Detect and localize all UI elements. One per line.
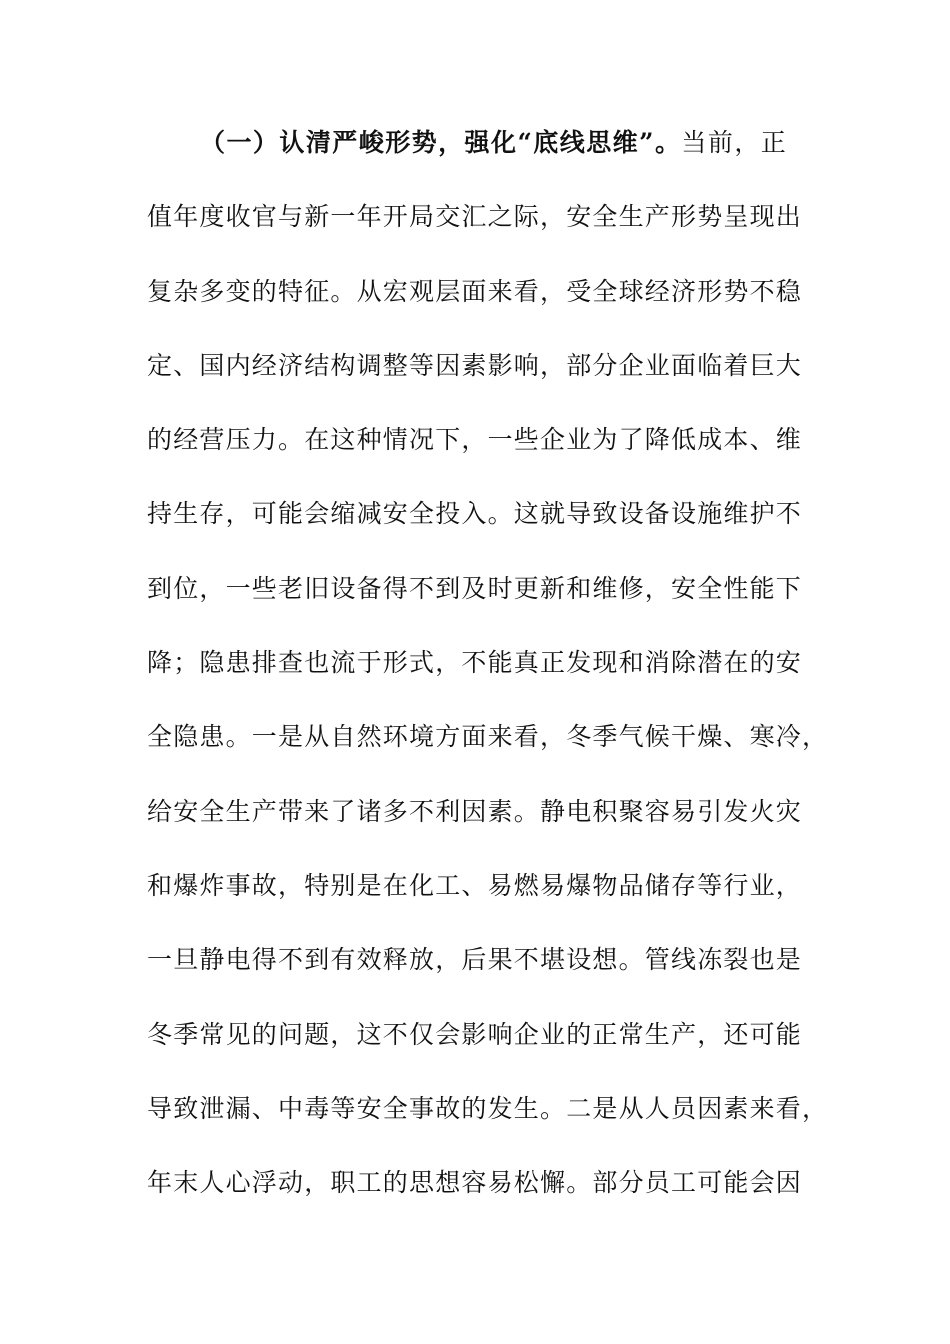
text-line: 的经营压力。在这种情况下，一些企业为了降低成本、维 bbox=[147, 425, 803, 455]
section-heading: （一）认清严峻形势，强化“底线思维”。 bbox=[200, 128, 682, 157]
text-line: 持生存，可能会缩减安全投入。这就导致设备设施维护不 bbox=[147, 499, 803, 529]
text-line: 年末人心浮动，职工的思想容易松懈。部分员工可能会因 bbox=[147, 1168, 803, 1198]
text-line: 一旦静电得不到有效释放，后果不堪设想。管线冻裂也是 bbox=[147, 945, 803, 975]
text-line: 全隐患。一是从自然环境方面来看，冬季气候干燥、寒冷， bbox=[147, 722, 829, 752]
text-line: 定、国内经济结构调整等因素影响，部分企业面临着巨大 bbox=[147, 350, 803, 380]
text-line: 冬季常见的问题，这不仅会影响企业的正常生产，还可能 bbox=[147, 1019, 803, 1049]
text-line: 给安全生产带来了诸多不利因素。静电积聚容易引发火灾 bbox=[147, 796, 803, 826]
first-line-text: 当前，正 bbox=[681, 128, 787, 157]
text-line: 和爆炸事故，特别是在化工、易燃易爆物品储存等行业， bbox=[147, 870, 803, 900]
text-line: 复杂多变的特征。从宏观层面来看，受全球经济形势不稳 bbox=[147, 276, 803, 306]
document-body bbox=[147, 106, 829, 1220]
text-line: 值年度收官与新一年开局交汇之际，安全生产形势呈现出 bbox=[147, 202, 803, 232]
text-line: 导致泄漏、中毒等安全事故的发生。二是从人员因素来看， bbox=[147, 1093, 829, 1123]
text-line: 到位，一些老旧设备得不到及时更新和维修，安全性能下 bbox=[147, 573, 803, 603]
text-line: 降；隐患排查也流于形式，不能真正发现和消除潜在的安 bbox=[147, 648, 803, 678]
paragraph-first-line bbox=[147, 106, 787, 180]
